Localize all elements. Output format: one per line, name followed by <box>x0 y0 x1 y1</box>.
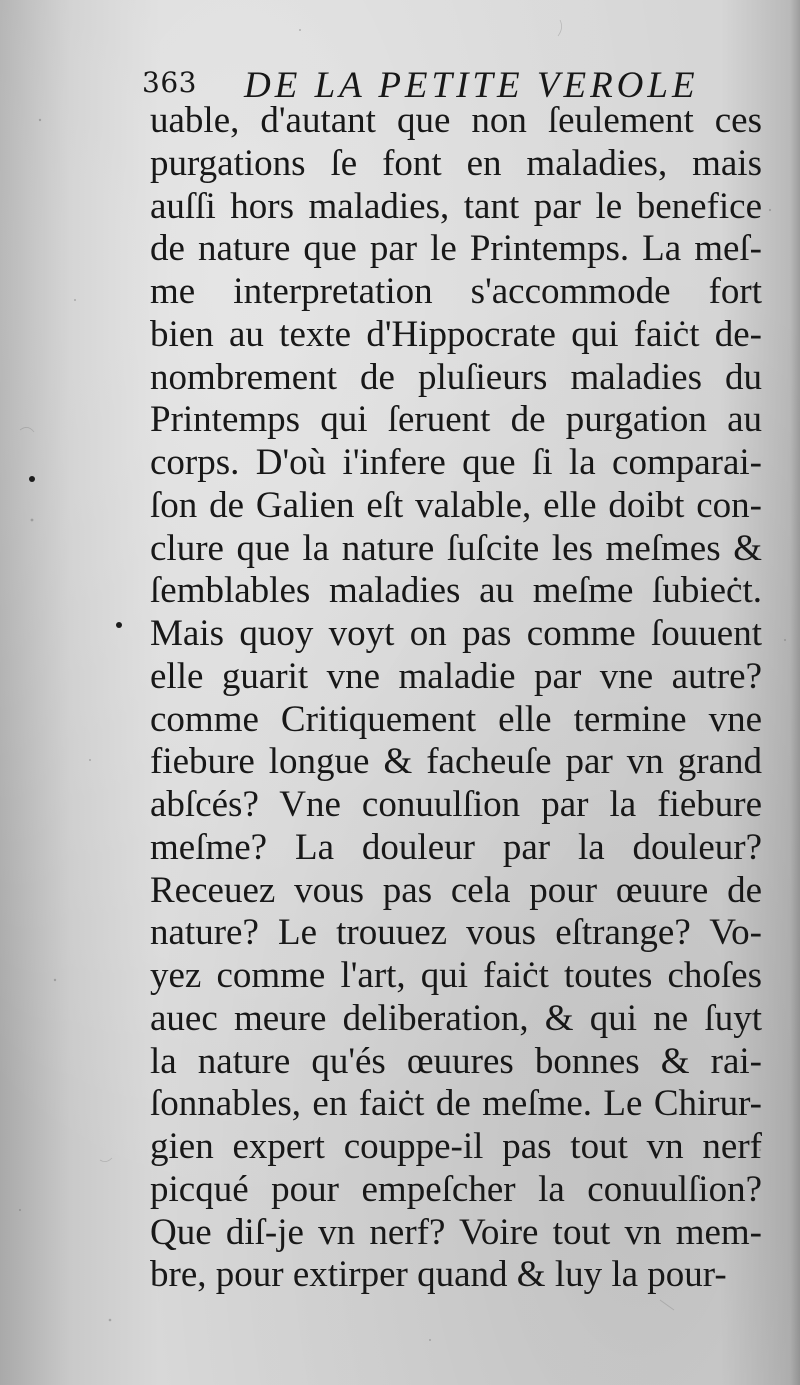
ink-spot <box>116 622 122 628</box>
running-head: DE LA PETITE VEROLE <box>244 65 699 106</box>
text-line: ſemblables maladies au meſme ſubieċt. <box>150 570 762 612</box>
text-line: me interpretation s'accommode fort <box>150 271 762 312</box>
text-line: elle guarit vne maladie par vne autre? <box>150 655 762 697</box>
text-line: auec meure deliberation, & qui ne ſuyt <box>150 997 762 1039</box>
text-line: picqué pour empeſcher la conuulſion? <box>150 1168 762 1210</box>
text-line: ſonnables, en faiċt de meſme. Le Chirur- <box>150 1083 762 1125</box>
text-line: nombrement de pluſieurs maladies du <box>150 356 762 398</box>
text-line: comme Critiquement elle termine vne <box>150 698 762 740</box>
text-line: la nature qu'és œuures bonnes & rai- <box>150 1040 762 1082</box>
text-line: fiebure longue & facheuſe par vn grand <box>150 741 762 783</box>
text-line: de nature que par le Printemps. La meſ- <box>150 228 762 270</box>
text-line: meſme? La douleur par la douleur? <box>150 826 762 868</box>
page-number: 363 <box>142 66 197 99</box>
text-line: auſſi hors maladies, tant par le benefice <box>150 185 762 227</box>
text-body <box>150 100 762 1297</box>
ink-spot <box>29 476 35 482</box>
text-line: bre, pour extirper quand & luy la pour- <box>150 1254 727 1296</box>
text-line: gien expert couppe-il pas tout vn nerf <box>150 1126 762 1167</box>
text-line: clure que la nature ſuſcite les meſmes & <box>150 527 762 569</box>
text-line: uable, d'autant que non ſeulement ces <box>150 100 762 141</box>
text-line: Printemps qui ſeruent de purgation au <box>150 399 762 441</box>
text-line: abſcés? Vne conuulſion par la fiebure <box>150 784 762 825</box>
text-line: Receuez vous pas cela pour œuure de <box>150 869 762 911</box>
text-line: Que diſ-je vn nerf? Voire tout vn mem- <box>150 1211 762 1253</box>
text-line: nature? Le trouuez vous eſtrange? Vo- <box>150 912 762 954</box>
text-line: ſon de Galien eſt valable, elle doibt con- <box>150 484 762 526</box>
text-line: corps. D'où i'infere que ſi la comparai- <box>150 442 762 483</box>
text-line: purgations ſe font en maladies, mais <box>150 142 762 184</box>
text-line: yez comme l'art, qui faiċt toutes choſes <box>150 955 762 996</box>
text-line: Mais quoy voyt on pas comme ſouuent <box>150 613 762 654</box>
text-line: bien au texte d'Hippocrate qui faiċt de- <box>150 313 762 355</box>
